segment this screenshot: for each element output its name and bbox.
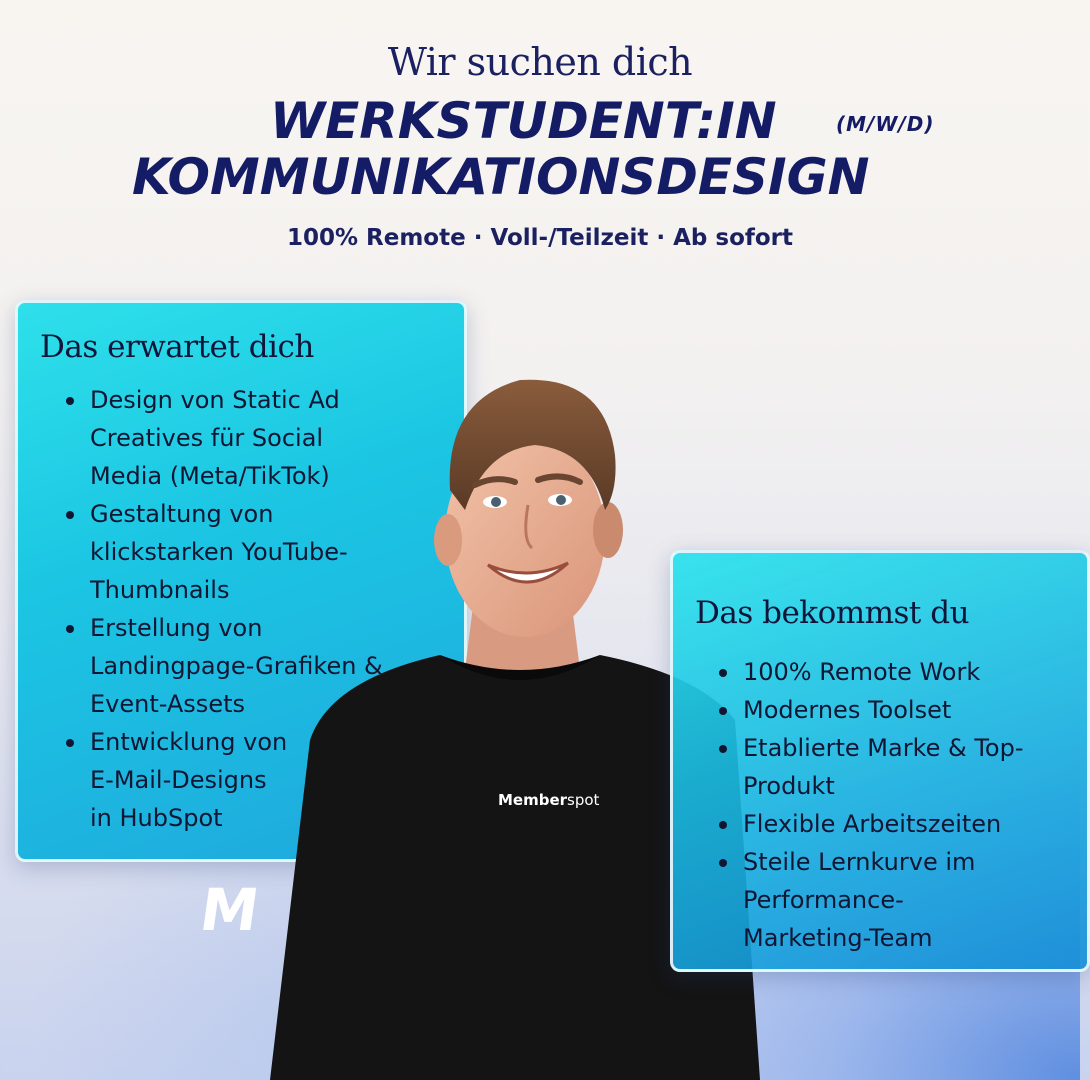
list-item-line: Marketing-Team [743,924,933,952]
list-item-line: 100% Remote Work [743,658,981,686]
bullet-icon [719,669,727,677]
shirt-logo [498,791,600,809]
list-item-line: Produkt [743,772,835,800]
benefits-list [719,653,1089,957]
list-item-line: Media (Meta/TikTok) [90,462,330,490]
job-title-line-1: WERKSTUDENT:IN [270,92,777,150]
expectations-heading: Das erwartet dich [40,329,314,365]
ear-right [593,502,623,558]
list-item [719,691,1089,729]
bullet-icon [719,859,727,867]
kicker-text: Wir suchen dich [387,40,693,84]
list-item [719,653,1089,691]
list-item-line: klickstarken YouTube- [90,538,348,566]
job-title-line-2: KOMMUNIKATIONSDESIGN [132,148,870,206]
job-conditions: 100% Remote · Voll-/Teilzeit · Ab sofort [286,225,794,251]
list-item-line: Steile Lernkurve im [743,848,976,876]
ear-left [434,514,462,566]
bullet-icon [719,745,727,753]
bullet-icon [719,707,727,715]
benefits-heading: Das bekommst du [695,595,970,631]
list-item-line: Performance- [743,886,904,914]
list-item-line: in HubSpot [90,804,223,832]
list-item-line: Event-Assets [90,690,245,718]
bullet-icon [66,511,74,519]
shirt-logo-bold: Member [498,791,568,809]
bullet-icon [719,821,727,829]
gender-tag: (M/W/D) [836,112,935,136]
list-item-line: Modernes Toolset [743,696,952,724]
benefits-card [670,550,1090,972]
sleeve-mark: M [195,876,264,944]
list-item [719,805,1089,843]
list-item-line: Landingpage-Grafiken & [90,652,383,680]
list-item-line: Flexible Arbeitszeiten [743,810,1002,838]
shirt-logo-regular: spot [567,791,600,809]
list-item-line: Etablierte Marke & Top- [743,734,1024,762]
list-item-line: Gestaltung von [90,500,274,528]
list-item-line: Creatives für Social [90,424,324,452]
list-item [719,729,1089,805]
list-item-line: Thumbnails [90,576,230,604]
list-item-line: E-Mail-Designs [90,766,267,794]
list-item-line: Erstellung von [90,614,263,642]
list-item [719,843,1089,957]
list-item-line: Entwicklung von [90,728,288,756]
bullet-icon [66,625,74,633]
list-item-line: Design von Static Ad [90,386,340,414]
bullet-icon [66,739,74,747]
bullet-icon [66,397,74,405]
